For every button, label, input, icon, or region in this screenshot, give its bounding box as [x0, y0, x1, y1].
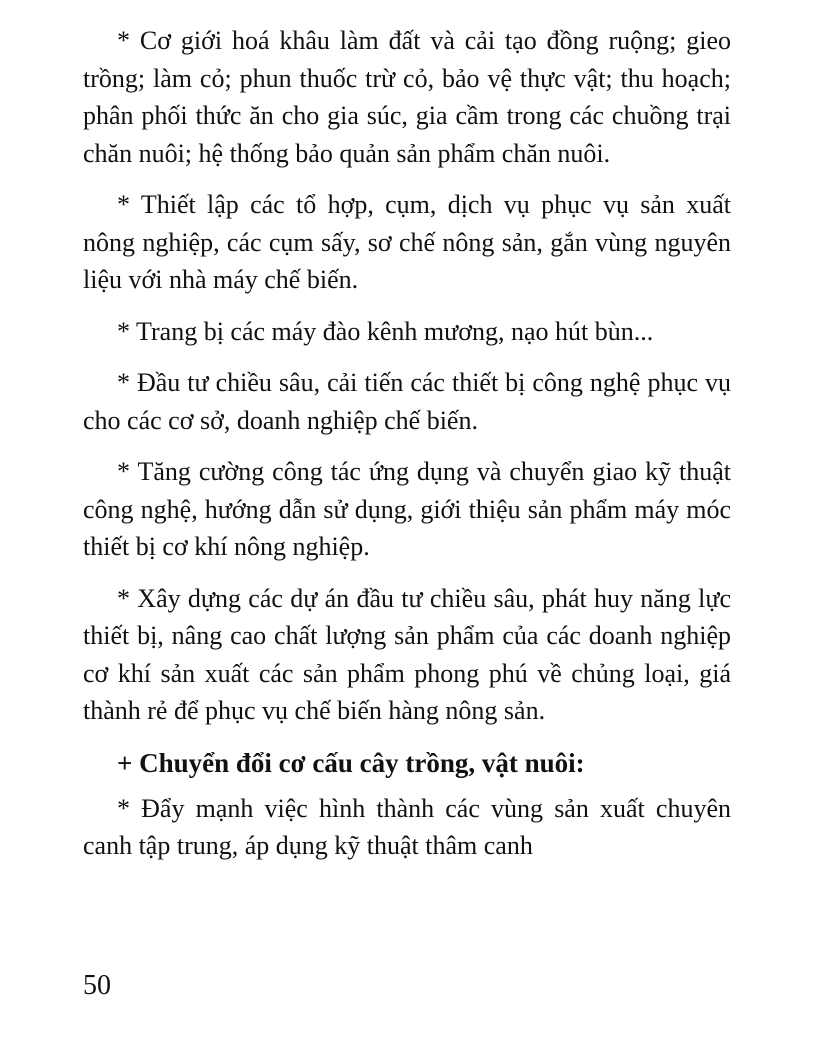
section-heading: + Chuyển đổi cơ cấu cây trồng, vật nuôi:	[117, 747, 585, 778]
paragraph-investment-projects: * Xây dựng các dự án đầu tư chiều sâu, phát huy năng lực thiết bị, nâng cao chất lượng sản phẩm của các doanh nghiệp cơ khí sản xuất các sản phẩm phong phú về chủng loại, giá thành rẻ để phục vụ chế biến hàng nông sản.	[83, 583, 731, 725]
paragraph-specialized-zones: * Đẩy mạnh việc hình thành các vùng sản xuất chuyên canh tập trung, áp dụng kỹ thuật thâm canh	[83, 793, 731, 860]
paragraph-technology-transfer: * Tăng cường công tác ứng dụng và chuyển giao kỹ thuật công nghệ, hướng dẫn sử dụng, giới thiệu sản phẩm máy móc thiết bị cơ khí nông nghiệp.	[83, 457, 731, 561]
page-body	[83, 22, 731, 879]
paragraph-service-clusters: * Thiết lập các tổ hợp, cụm, dịch vụ phục vụ sản xuất nông nghiệp, các cụm sấy, sơ chế nông sản, gắn vùng nguyên liệu với nhà máy chế biến.	[83, 190, 731, 294]
paragraph-deep-investment: * Đầu tư chiều sâu, cải tiến các thiết bị công nghệ phục vụ cho các cơ sở, doanh nghiệp chế biến.	[83, 368, 731, 435]
page-number: 50	[83, 970, 111, 1001]
paragraph-canal-machines: * Trang bị các máy đào kênh mương, nạo hút bùn...	[117, 316, 654, 346]
paragraph-mechanization: * Cơ giới hoá khâu làm đất và cải tạo đồng ruộng; gieo trồng; làm cỏ; phun thuốc trừ cỏ, bảo vệ thực vật; thu hoạch; phân phối thức ăn cho gia súc, gia cầm trong các chuồng trại chăn nuôi; hệ thống bảo quản sản phẩm chăn nuôi.	[83, 26, 731, 168]
